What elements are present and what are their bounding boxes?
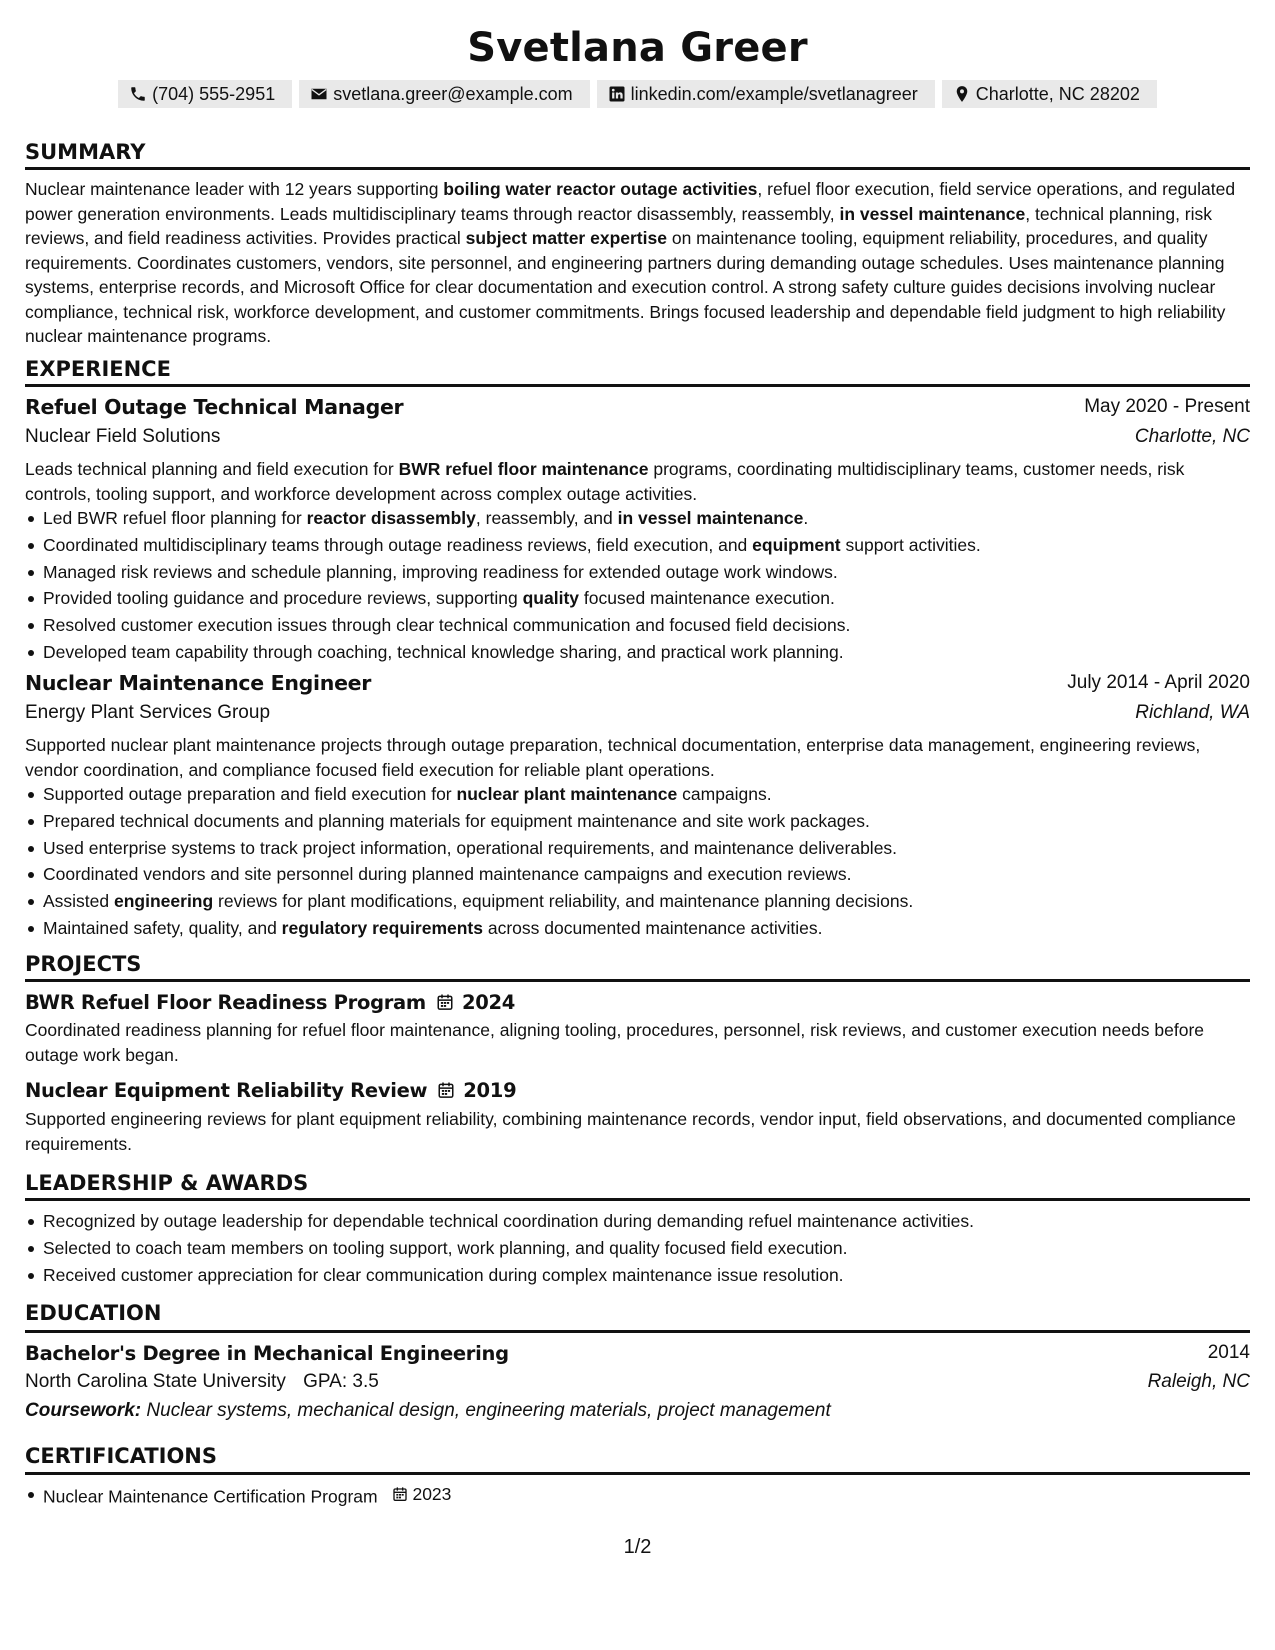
emphasis-text: BWR refuel floor maintenance [398, 459, 649, 479]
resume-page [25, 0, 1250, 1650]
text-segment: programs, coordinating multidisciplinary teams, customer needs, risk controls, tooling support, and workforce development across complex outage activities. [25, 459, 1185, 504]
certification-date [392, 1481, 451, 1508]
text-segment: Supported nuclear plant maintenance projects through outage preparation, technical documentation, enterprise data management, engineering reviews, vendor coordination, and compliance focused field execution for reliable plant operations. [25, 735, 1201, 780]
contact-bar [25, 80, 1250, 108]
contact-phone[interactable] [118, 80, 292, 108]
calendar-icon [392, 1486, 408, 1502]
project-2-title [25, 1076, 516, 1104]
job-title: Nuclear Maintenance Engineer [25, 671, 372, 695]
school-name: North Carolina State University [25, 1371, 286, 1392]
text-segment: Prepared technical documents and planning materials for equipment maintenance and site work packages. [43, 810, 870, 831]
emphasis-text: quality [522, 588, 580, 609]
bullet-item [25, 835, 1250, 862]
company-name: Energy Plant Services Group [25, 702, 271, 723]
company-name: Nuclear Field Solutions [25, 426, 221, 447]
bullet-item: Selected to coach team members on tooling support, work planning, and quality focused field execution. [25, 1235, 1250, 1262]
contact-location [942, 80, 1157, 108]
calendar-icon [436, 993, 454, 1011]
experience-divider [25, 384, 1250, 387]
text-segment: Coordinated multidisciplinary teams through outage readiness reviews, field execution, and [43, 534, 753, 555]
certifications-divider [25, 1472, 1250, 1475]
job-title: Refuel Outage Technical Manager [25, 395, 404, 419]
linkedin-icon [608, 85, 626, 103]
text-segment: on maintenance tooling, equipment reliability, procedures, and quality requirements. Coordinates customers, vendors, site personnel, and engineering partners during demanding outage schedules. Uses maintenance planning systems, enterprise records, and Microsoft Office for clear documentation and execution control. A strong safety culture guides decisions involving nuclear compliance, technical risk, workforce development, and customer commitments. Brings focused leadership and dependable field judgment to high reliability nuclear maintenance programs. [25, 228, 1226, 346]
education-heading: EDUCATION [25, 1301, 162, 1325]
text-segment: Coordinated vendors and site personnel during planned maintenance campaigns and execution reviews. [43, 864, 852, 885]
experience-heading: EXPERIENCE [25, 357, 171, 381]
text-segment: campaigns. [677, 784, 772, 804]
education-header [25, 1338, 1250, 1368]
phone-text: (704) 555-2951 [152, 84, 276, 104]
text-segment: Leads technical planning and field execution for [25, 459, 399, 479]
envelope-icon [310, 85, 328, 103]
map-pin-icon [953, 85, 971, 103]
education-divider [25, 1330, 1250, 1333]
bullet-item [25, 808, 1250, 835]
job-2-org [25, 698, 1250, 728]
project-year: 2019 [463, 1078, 517, 1102]
text-segment: Resolved customer execution issues through clear technical communication and focused field decisions. [43, 615, 851, 636]
text-segment: Assisted [43, 891, 114, 912]
project-2-description: Supported engineering reviews for plant equipment reliability, combining maintenance records, vendor input, field observations, and documented compliance requirements. [25, 1109, 1236, 1154]
job-dates: July 2014 - April 2020 [1067, 672, 1250, 693]
summary-heading: SUMMARY [25, 140, 146, 164]
project-year: 2024 [461, 990, 516, 1014]
text-segment: Maintained safety, quality, and [43, 917, 282, 938]
emphasis-text: in vessel maintenance [839, 203, 1026, 224]
location-text: Charlotte, NC 28202 [975, 84, 1140, 104]
text-segment: . [803, 508, 809, 528]
bullet-item [25, 781, 1250, 808]
text-segment: , technical planning, risk reviews, and field readiness activities. Provides practical [25, 203, 1213, 248]
job-1-bullets [25, 505, 1250, 666]
degree-name: Bachelor's Degree in Mechanical Engineering [25, 1341, 509, 1365]
bullet-item [25, 559, 1250, 586]
emphasis-text: in vessel maintenance [617, 508, 804, 528]
project-name: Nuclear Equipment Reliability Review [25, 1078, 428, 1102]
gpa: GPA: 3.5 [303, 1371, 379, 1392]
bullet-item: Recognized by outage leadership for dependable technical coordination during demanding refuel maintenance activities. [25, 1208, 1250, 1235]
text-segment: , reassembly, and [475, 508, 618, 528]
text-segment: Developed team capability through coaching, technical knowledge sharing, and practical work planning. [43, 641, 844, 662]
education-school-row [25, 1367, 1250, 1397]
phone-icon [129, 85, 147, 103]
school-info [25, 1371, 379, 1393]
bullet-item [25, 861, 1250, 888]
text-segment: Nuclear maintenance leader with 12 years supporting [25, 179, 444, 199]
emphasis-text: reactor disassembly [306, 508, 476, 528]
text-segment: across documented maintenance activities. [482, 917, 823, 938]
bullet-item [25, 532, 1250, 559]
coursework [25, 1398, 1250, 1424]
email-text: svetlana.greer@example.com [333, 84, 573, 104]
coursework-label: Coursework: [25, 1400, 142, 1421]
project-1-title [25, 988, 515, 1016]
text-segment: Supported outage preparation and field execution for [43, 784, 457, 804]
bullet-item [25, 888, 1250, 915]
leadership-bullets [25, 1208, 1250, 1288]
contact-email[interactable] [299, 80, 589, 108]
emphasis-text: nuclear plant maintenance [456, 784, 678, 804]
school-location: Raleigh, NC [1147, 1371, 1250, 1392]
summary-text [25, 177, 1250, 349]
job-1-summary [25, 457, 1250, 506]
certification-item [25, 1481, 1250, 1510]
bullet-item [25, 612, 1250, 639]
job-1-org [25, 422, 1250, 452]
summary-divider [25, 167, 1250, 170]
bullet-item [25, 505, 1250, 532]
projects-heading: PROJECTS [25, 952, 142, 976]
leadership-heading: LEADERSHIP & AWARDS [25, 1171, 309, 1195]
text-segment: Led BWR refuel floor planning for [43, 508, 307, 528]
job-dates: May 2020 - Present [1084, 396, 1250, 417]
certification-year: 2023 [412, 1484, 452, 1504]
certifications-list [25, 1481, 1250, 1510]
bullet-item [25, 585, 1250, 612]
bullet-item [25, 915, 1250, 942]
graduation-year: 2014 [1207, 1342, 1250, 1363]
page-number: 1/2 [623, 1536, 652, 1558]
project-1-description: Coordinated readiness planning for refuel floor maintenance, aligning tooling, procedures, personnel, risk reviews, and customer execution needs before outage work began. [25, 1020, 1205, 1065]
job-2-bullets [25, 781, 1250, 942]
job-1-header [25, 392, 1250, 422]
text-segment: , refuel floor execution, field service operations, and regulated power generation environments. Leads multidisciplinary teams through reactor disassembly, reassembly, [25, 179, 1236, 224]
bullet-item: Received customer appreciation for clear communication during complex maintenance issue resolution. [25, 1262, 1250, 1289]
text-segment: Used enterprise systems to track project information, operational requirements, and maintenance deliverables. [43, 837, 898, 858]
linkedin-text: linkedin.com/example/svetlanagreer [630, 84, 918, 104]
emphasis-text: subject matter expertise [465, 228, 667, 248]
text-segment: Managed risk reviews and schedule planning, improving readiness for extended outage work windows. [43, 561, 838, 582]
emphasis-text: equipment [752, 534, 841, 555]
candidate-name: Svetlana Greer [467, 25, 808, 71]
job-2-summary [25, 733, 1250, 782]
job-2-header [25, 668, 1250, 698]
coursework-list: Nuclear systems, mechanical design, engineering materials, project management [146, 1400, 831, 1421]
leadership-divider [25, 1198, 1250, 1201]
text-segment: support activities. [840, 534, 981, 555]
contact-linkedin[interactable] [597, 80, 935, 108]
project-date [436, 991, 515, 1014]
certifications-heading: CERTIFICATIONS [25, 1444, 218, 1468]
emphasis-text: regulatory requirements [281, 917, 483, 938]
project-name: BWR Refuel Floor Readiness Program [25, 990, 426, 1014]
bullet-item [25, 639, 1250, 666]
emphasis-text: boiling water reactor outage activities [443, 179, 758, 199]
job-location: Charlotte, NC [1134, 426, 1250, 447]
calendar-icon [437, 1081, 455, 1099]
project-date [437, 1079, 516, 1102]
text-segment: reviews for plant modifications, equipment reliability, and maintenance planning decisions. [213, 891, 914, 912]
certification-name: Nuclear Maintenance Certification Program [43, 1486, 378, 1507]
text-segment: focused maintenance execution. [579, 588, 835, 609]
projects-divider [25, 979, 1250, 982]
job-location: Richland, WA [1135, 702, 1250, 723]
text-segment: Provided tooling guidance and procedure reviews, supporting [43, 588, 523, 609]
emphasis-text: engineering [114, 891, 214, 912]
